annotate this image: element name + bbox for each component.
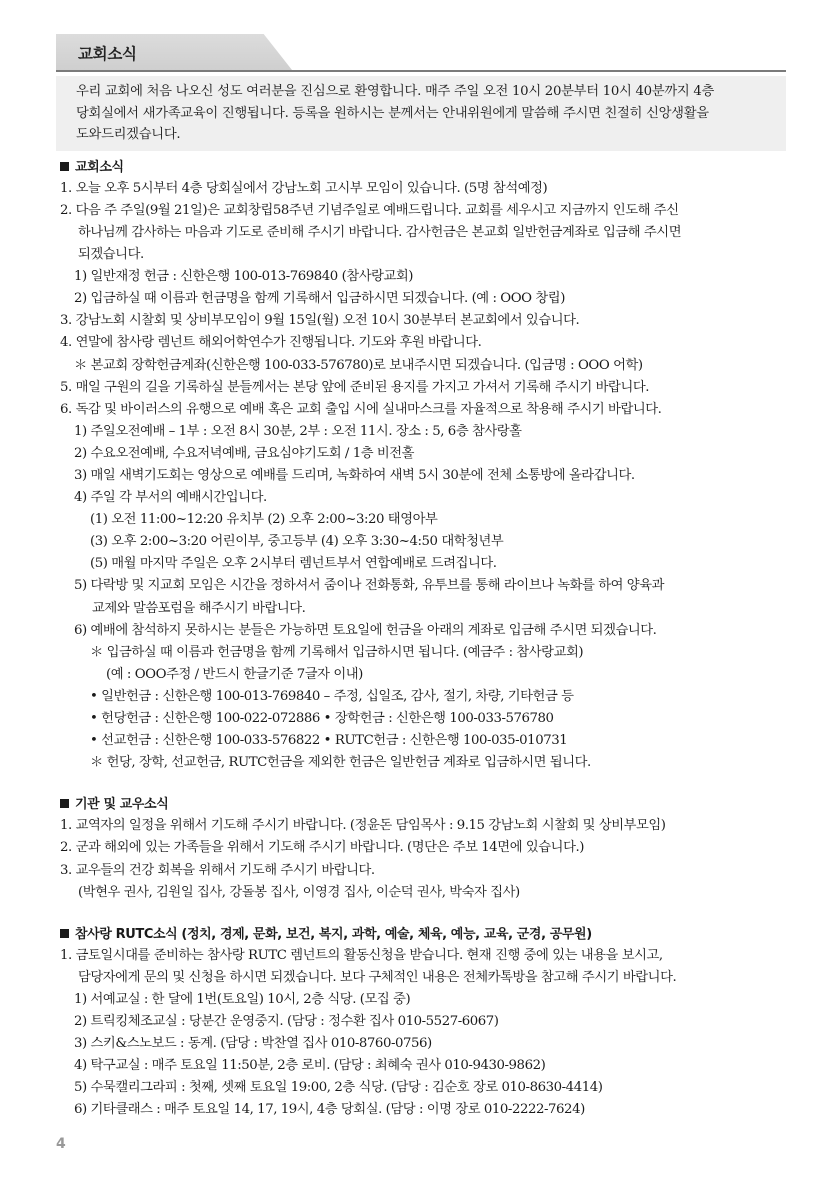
square-bullet-icon <box>60 929 69 938</box>
news-line: 되겠습니다. <box>78 247 144 263</box>
news-section <box>56 794 786 903</box>
news-line: 2. 다음 주 주일(9월 21일)은 교회창립58주년 기념주일로 예배드립니다. 교회를 세우시고 지금까지 인도해 주신 <box>60 202 679 218</box>
section-title <box>56 924 786 945</box>
news-line: 6) 기타클래스 : 매주 토요일 14, 17, 19시, 4층 당회실. (담당 : 이명 장로 010-2222-7624) <box>74 1102 585 1118</box>
sections-container <box>56 157 786 1122</box>
news-line: (1) 오전 11:00~12:20 유치부 (2) 오후 2:00~3:20 태영아부 <box>90 512 438 528</box>
news-line: 담당자에게 문의 및 신청을 하시면 되겠습니다. 보다 구체적인 내용은 전체카톡방을 참고해 주시기 바랍니다. <box>78 969 677 985</box>
square-bullet-icon <box>60 799 69 808</box>
welcome-intro: 우리 교회에 처음 나오신 성도 여러분을 진심으로 환영합니다. 매주 주일 오전 10시 20분부터 10시 40분까지 4층 당회실에서 새가족교육이 진행됩니다. 등록을 원하시는 분께서는 안내위원에게 말씀해 주시면 친절히 신앙생활을 도와드리겠습니다. <box>56 76 786 151</box>
page-title: 교회소식 <box>78 45 137 63</box>
square-bullet-icon <box>60 162 69 171</box>
news-line: 2. 군과 해외에 있는 가족들을 위해서 기도해 주시기 바랍니다. (명단은 주보 14면에 있습니다.) <box>60 840 584 856</box>
news-line: 하나님께 감사하는 마음과 기도로 준비해 주시기 바랍니다. 감사헌금은 본교회 일반헌금계좌로 입금해 주시면 <box>78 224 682 240</box>
news-line: • 선교헌금 : 신한은행 100-033-576822 • RUTC헌금 : 신한은행 100-035-010731 <box>90 733 568 749</box>
news-line: 4. 연말에 참사랑 렘넌트 해외어학연수가 진행됩니다. 기도와 후원 바랍니다. <box>60 335 482 351</box>
news-line: 3) 스키&스노보드 : 동계. (담당 : 박찬열 집사 010-8760-0756) <box>74 1036 432 1052</box>
news-line: 2) 수요오전예배, 수요저녁예배, 금요심야기도회 / 1층 비전홀 <box>74 445 415 461</box>
news-line: 3) 매일 새벽기도회는 영상으로 예배를 드리며, 녹화하여 새벽 5시 30분에 전체 소통방에 올라갑니다. <box>74 468 635 483</box>
news-line: • 일반헌금 : 신한은행 100-013-769840 – 주정, 십일조, 감사, 절기, 차량, 기타헌금 등 <box>90 688 574 704</box>
news-line: 교제와 말씀포럼을 해주시기 바랍니다. <box>92 600 306 616</box>
news-line: 6) 예배에 참석하지 못하시는 분들은 가능하면 토요일에 헌금을 아래의 계좌로 입금해 주시면 되겠습니다. <box>74 622 657 638</box>
news-line: 2) 트릭킹체조교실 : 당분간 운영중지. (담당 : 정수환 집사 010-5527-6067) <box>74 1013 499 1029</box>
news-line: ＊ 헌당, 장학, 선교헌금, RUTC헌금을 제외한 헌금은 일반헌금 계좌로 입금하시면 됩니다. <box>90 755 591 771</box>
news-line: (3) 오후 2:00~3:20 어린이부, 중고등부 (4) 오후 3:30~4:50 대학청년부 <box>90 534 504 550</box>
news-line: (5) 매월 마지막 주일은 오후 2시부터 렘넌트부서 연합예배로 드려집니다. <box>90 556 497 572</box>
news-line: 1) 일반재정 헌금 : 신한은행 100-013-769840 (참사랑교회) <box>74 269 414 285</box>
page-number: 4 <box>56 1136 66 1152</box>
news-line: 1) 서예교실 : 한 달에 1번(토요일) 10시, 2층 식당. (모집 중) <box>74 991 411 1007</box>
news-line: • 헌당헌금 : 신한은행 100-022-072886 • 장학헌금 : 신한은행 100-033-576780 <box>90 711 554 727</box>
section-title-text: 교회소식 <box>75 159 124 175</box>
news-line: 3. 강남노회 시찰회 및 상비부모임이 9월 15일(월) 오전 10시 30분부터 본교회에서 있습니다. <box>60 313 580 329</box>
news-line: 6. 독감 및 바이러스의 유행으로 예배 혹은 교회 출입 시에 실내마스크를 자율적으로 착용해 주시기 바랍니다. <box>60 401 662 417</box>
bulletin-page <box>56 34 786 1121</box>
news-line: 1. 교역자의 일정을 위해서 기도해 주시기 바랍니다. (정윤돈 담임목사 : 9.15 강남노회 시찰회 및 상비부모임) <box>60 818 666 834</box>
news-line: 1. 금토일시대를 준비하는 참사랑 RUTC 렘넌트의 활동신청을 받습니다. 현재 진행 중에 있는 내용을 보시고, <box>60 947 663 963</box>
news-line: 5) 다락방 및 지교회 모임은 시간을 정하셔서 줌이나 전화통화, 유투브를 통해 라이브나 녹화를 하여 양육과 <box>74 578 664 594</box>
news-line: (예 : OOO주정 / 반드시 한글기준 7글자 이내) <box>106 666 363 682</box>
header-rule <box>56 70 786 72</box>
news-line: 1) 주일오전예배 – 1부 : 오전 8시 30분, 2부 : 오전 11시. 장소 : 5, 6층 참사랑홀 <box>74 423 522 439</box>
news-line: 5) 수묵캘리그라피 : 첫째, 셋째 토요일 19:00, 2층 식당. (담당 : 김순호 장로 010-8630-4414) <box>74 1080 603 1096</box>
news-line: 5. 매일 구원의 길을 기록하실 분들께서는 본당 앞에 준비된 용지를 가지고 가셔서 기록해 주시기 바랍니다. <box>60 379 650 395</box>
news-line: 3. 교우들의 건강 회복을 위해서 기도해 주시기 바랍니다. <box>60 862 375 878</box>
page-header <box>56 34 786 72</box>
news-section <box>56 157 786 775</box>
news-line: 4) 주일 각 부서의 예배시간입니다. <box>74 490 267 506</box>
news-section <box>56 924 786 1122</box>
section-title-text: 기관 및 교우소식 <box>75 797 169 813</box>
news-line: (박현우 권사, 김원일 집사, 강돌봉 집사, 이영경 집사, 이순덕 권사, 박숙자 집사) <box>78 884 520 900</box>
section-title <box>56 794 786 815</box>
news-line: ＊ 본교회 장학헌금계좌(신한은행 100-033-576780)로 보내주시면 되겠습니다. (입금명 : OOO 어학) <box>74 357 643 373</box>
section-title <box>56 157 786 178</box>
news-line: 4) 탁구교실 : 매주 토요일 11:50분, 2층 로비. (담당 : 최혜숙 권사 010-9430-9862) <box>74 1058 546 1074</box>
news-line: ＊ 입금하실 때 이름과 헌금명을 함께 기록해서 입금하시면 됩니다. (예금주 : 참사랑교회) <box>90 644 584 660</box>
news-line: 2) 입금하실 때 이름과 헌금명을 함께 기록해서 입금하시면 되겠습니다. (예 : OOO 창립) <box>74 291 565 307</box>
section-title-text: 참사랑 RUTC소식 (정치, 경제, 문화, 보건, 복지, 과학, 예술, 체육, 예능, 교육, 군경, 공무원) <box>75 926 592 942</box>
news-line: 1. 오늘 오후 5시부터 4층 당회실에서 강남노회 고시부 모임이 있습니다. (5명 참석예정) <box>60 180 548 196</box>
